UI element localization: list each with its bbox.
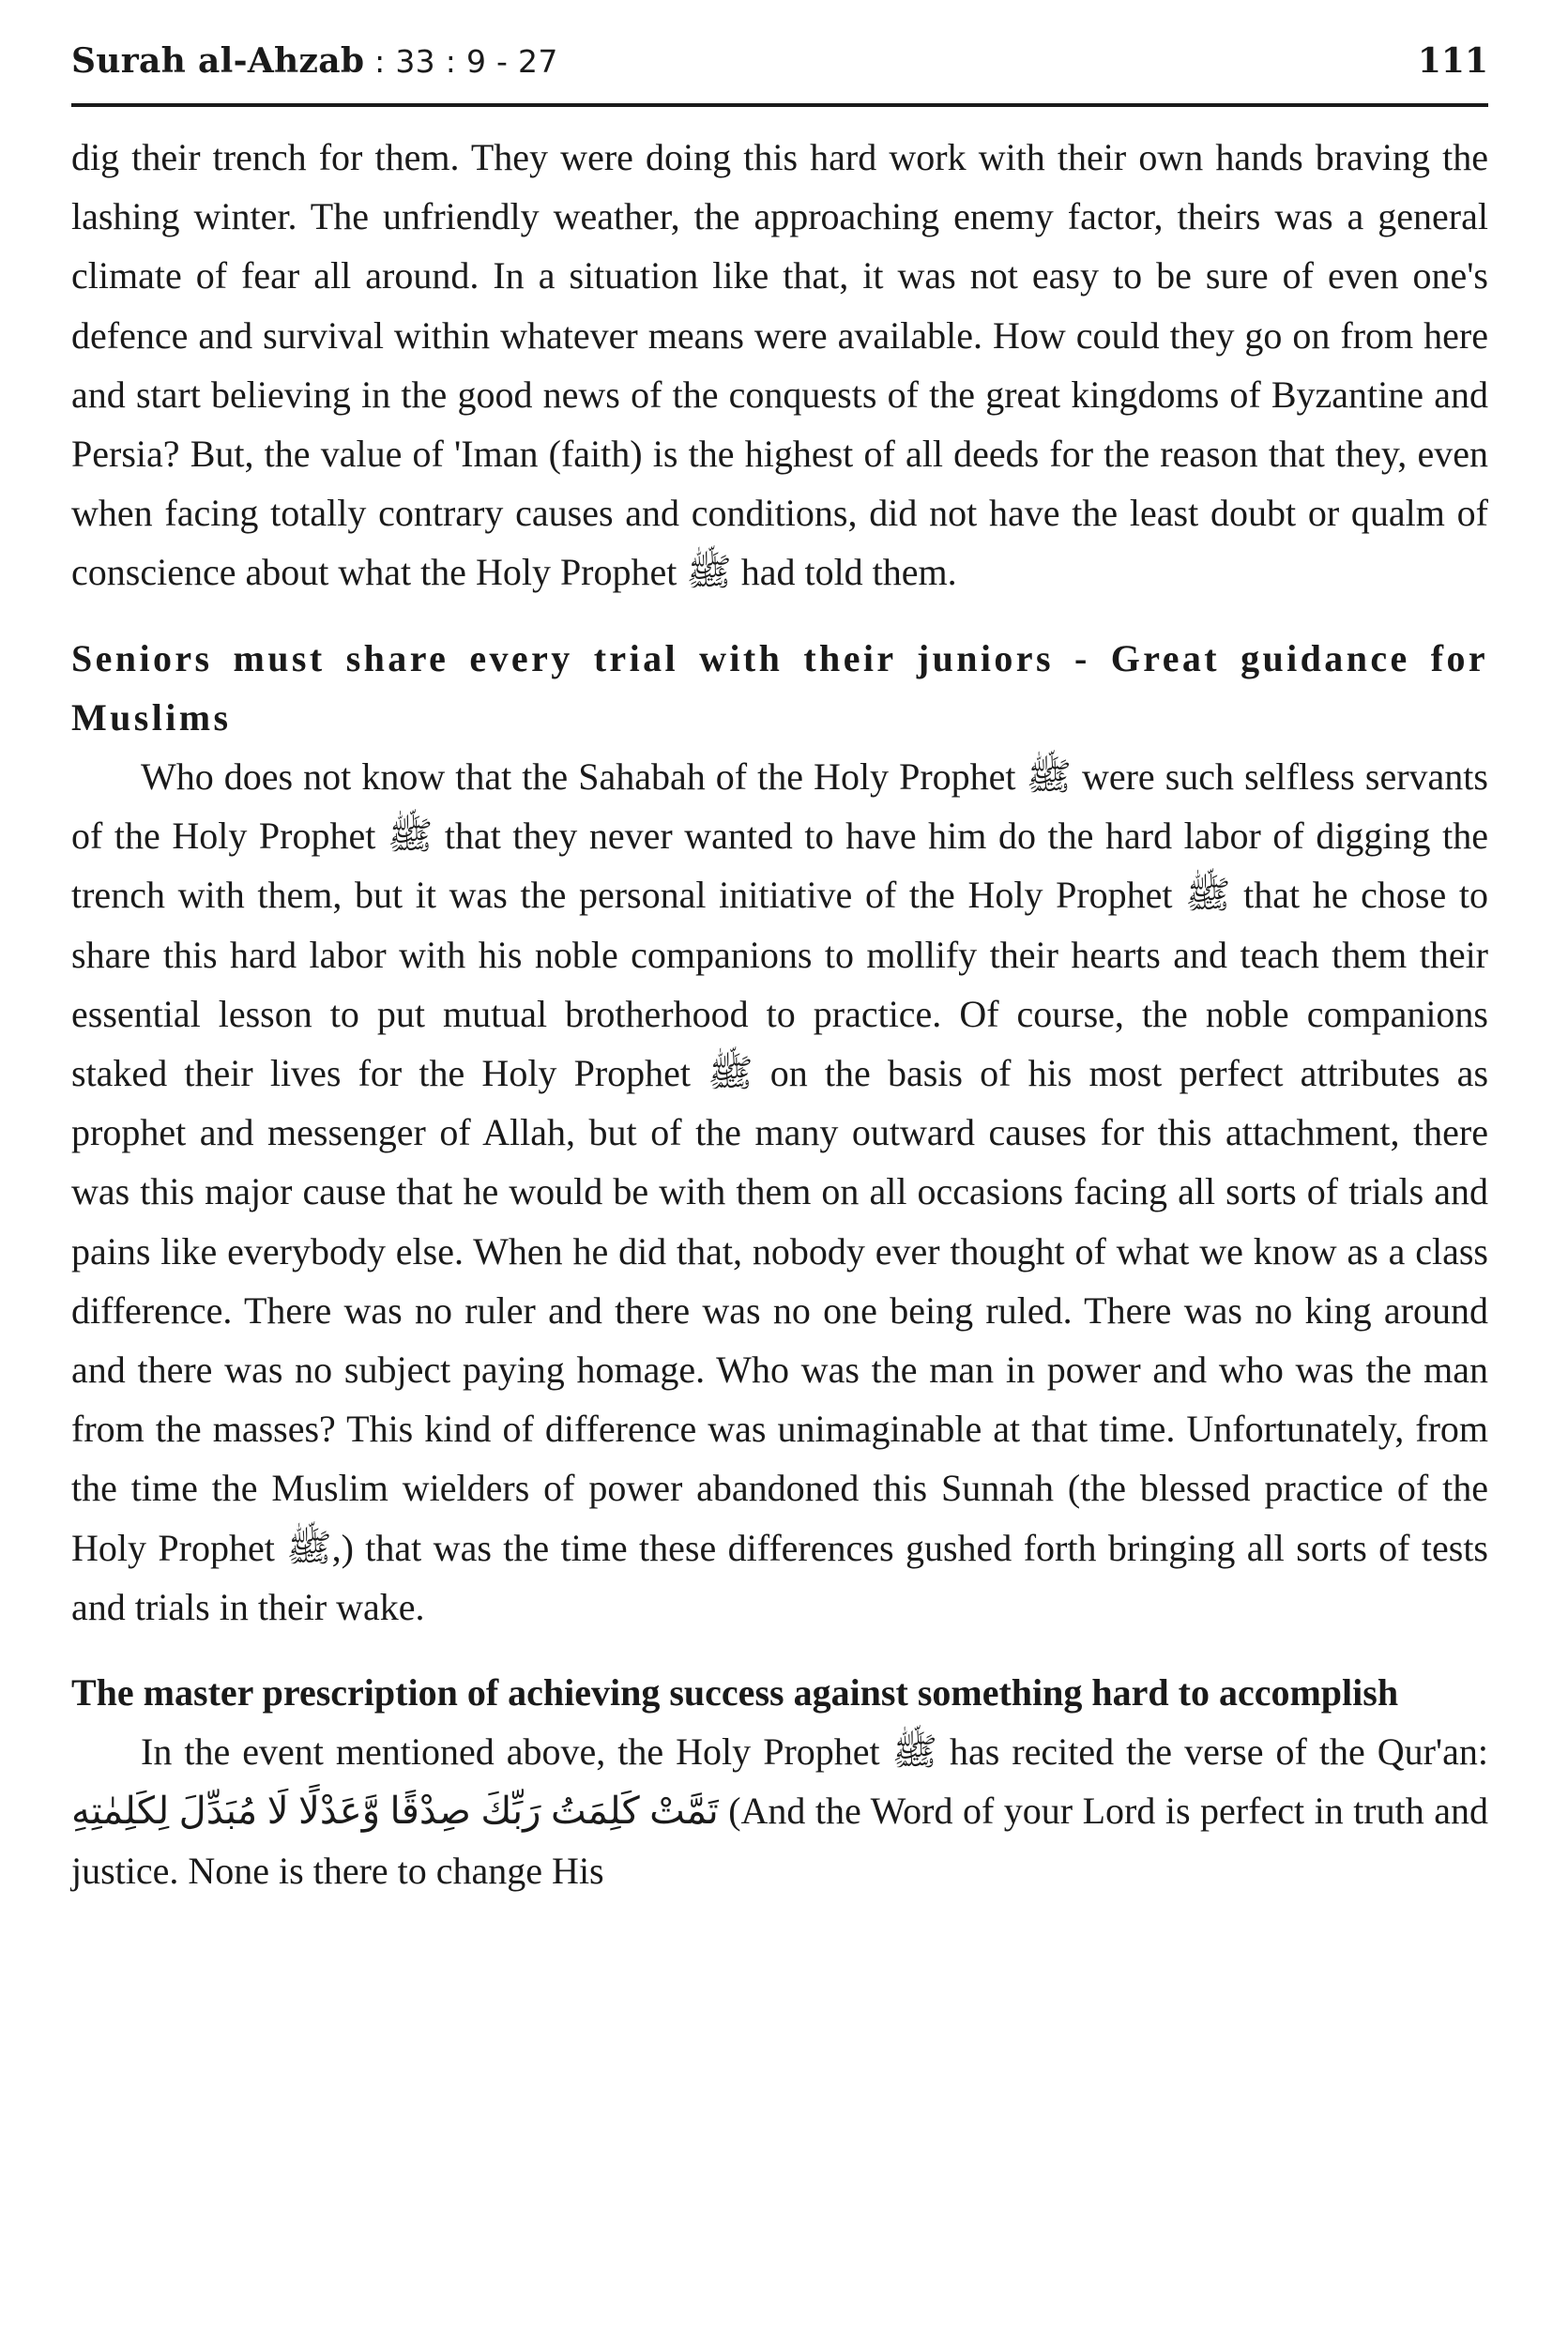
body-text <box>71 128 1488 1900</box>
verse-reference: : 33 : 9 - 27 <box>364 43 558 80</box>
book-page <box>71 41 1489 1892</box>
page-number: 111 <box>1417 41 1488 81</box>
paragraph: Who does not know that the Sahabah of the Holy Prophet ﷺ were such selfless servants of the Holy Prophet ﷺ that they never wanted to have him do the hard labor of digging the trench with them, but it was the personal initiative of the Holy Prophet ﷺ that he chose to share this hard labor with his noble companions to mollify their hearts and teach them their essential lesson to put mutual brotherhood to practice. Of course, the noble companions staked their lives for the Holy Prophet ﷺ on the basis of his most perfect attributes as prophet and messenger of Allah, but of the many outward causes for this attachment, there was this major cause that he would be with them on all occasions facing all sorts of trials and pains like everybody else. When he did that, nobody ever thought of what we know as a class difference. There was no ruler and there was no one being ruled. There was no king around and there was no subject paying homage. Who was the man in power and who was the man from the masses? This kind of difference was unimaginable at that time. Unfortunately, from the time the Muslim wielders of power abandoned this Sunnah (the blessed practice of the Holy Prophet ﷺ,) that was the time these differences gushed forth bringing all sorts of tests and trials in their wake. <box>71 755 1489 1628</box>
section-heading: Seniors must share every trial with their juniors - Great guidance for Muslims <box>71 636 1488 739</box>
surah-title: Surah al-Ahzab <box>71 41 365 81</box>
running-head <box>71 41 1488 99</box>
running-title <box>71 41 558 81</box>
paragraph: In the event mentioned above, the Holy Prophet ﷺ has recited the verse of the Qur'an: تَمَّتْ كَلِمَتُ رَبِّكَ صِدْقًا وَّعَدْلًا لَا مُبَدِّلَ لِكَلِمٰتِهِ (And the Word of your Lord is perfect in truth and justice. None is there to change His <box>71 1730 1489 1892</box>
header-rule <box>71 103 1488 107</box>
section-heading: The master prescription of achieving success against something hard to accomplish <box>71 1671 1399 1715</box>
paragraph: dig their trench for them. They were doing this hard work with their own hands braving the lashing winter. The unfriendly weather, the approaching enemy factor, theirs was a general climate of fear all around. In a situation like that, it was not easy to be sure of even one's defence and survival within whatever means were available. How could they go on from here and start believing in the good news of the conquests of the great kingdoms of Byzantine and Persia? But, the value of 'Iman (faith) is the highest of all deeds for the reason that they, even when facing totally contrary causes and conditions, did not have the least doubt or qualm of conscience about what the Holy Prophet ﷺ had told them. <box>71 136 1488 594</box>
